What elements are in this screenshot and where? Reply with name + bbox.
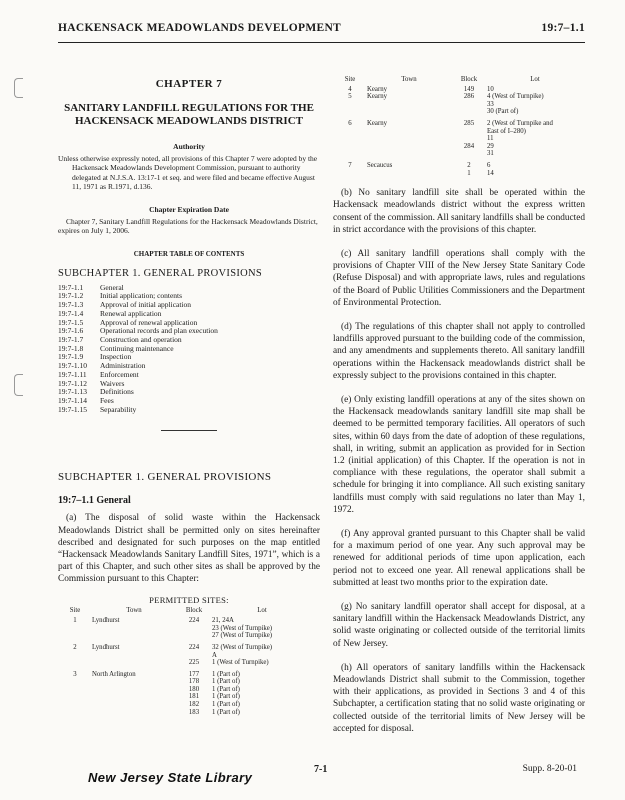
page-number: 7-1 — [314, 764, 328, 775]
cell-block: 182 — [188, 701, 200, 709]
cell-block: 180 — [188, 685, 200, 693]
cell-site — [58, 659, 92, 667]
paragraph-c: (c) All sanitary landfill operations shall comply with the provisions of Chapter VIII of the New Jersey State Sanitary Code (Refuse Disposal) and with appropriate laws, rules and regulations of the Board of Public Utilities Commissioners and the Department of Environmental Protection. — [333, 248, 585, 308]
column-header-town: Town — [401, 76, 417, 83]
cell-lot — [487, 120, 583, 143]
cell-site — [58, 686, 92, 694]
supplement-date: Supp. 8-20-01 — [522, 764, 577, 774]
toc-entry-number: 19:7-1.4 — [58, 308, 84, 318]
cell-site: 1 — [73, 617, 77, 625]
lot-line: A — [212, 651, 217, 659]
toc-entry-title: Continuing maintenance — [100, 343, 174, 353]
cell-town: Kearny — [367, 119, 388, 127]
table-row — [333, 93, 585, 116]
toc-entry — [58, 353, 320, 362]
toc-entry — [58, 371, 320, 380]
lot-line: 27 (West of Turnpike) — [212, 632, 273, 640]
cell-block: 286 — [463, 93, 475, 101]
cell-town: Lyndhurst — [92, 617, 120, 625]
table-row — [333, 143, 585, 158]
table-row — [333, 170, 585, 178]
cell-town — [367, 143, 451, 158]
toc-entry-title: Definitions — [100, 387, 134, 397]
cell-site: 7 — [348, 161, 352, 169]
toc-entry — [58, 388, 320, 397]
cell-block: 181 — [188, 693, 200, 701]
cell-lot — [487, 162, 583, 170]
cell-town — [92, 686, 176, 694]
authority-heading: Authority — [173, 142, 205, 151]
cell-block: 224 — [188, 643, 200, 651]
toc-entry-number: 19:7-1.14 — [58, 395, 87, 405]
binding-mark — [14, 78, 23, 98]
cell-town — [92, 678, 176, 686]
cell-lot — [487, 93, 583, 116]
toc-entry — [58, 336, 320, 345]
section-divider — [161, 430, 217, 431]
toc-subchapter-heading: SUBCHAPTER 1. GENERAL PROVISIONS — [58, 267, 263, 279]
cell-site — [58, 701, 92, 709]
lot-line: 2 (West of Turnpike and — [487, 119, 553, 127]
toc-entry-number: 19:7-1.1 — [58, 282, 84, 292]
cell-site — [58, 709, 92, 717]
cell-site: 4 — [348, 85, 352, 93]
cell-block: 224 — [188, 617, 200, 625]
library-stamp: New Jersey State Library — [88, 770, 253, 785]
table-row — [58, 709, 320, 717]
toc-entry — [58, 406, 320, 415]
lot-line: 4 (West of Turnpike) — [487, 93, 544, 101]
lot-line: 23 (West of Turnpike) — [212, 624, 273, 632]
toc-heading: CHAPTER TABLE OF CONTENTS — [133, 249, 245, 258]
table-row — [58, 617, 320, 640]
toc-entry-number: 19:7-1.2 — [58, 291, 84, 301]
cell-site: 3 — [73, 670, 77, 678]
cell-lot — [212, 709, 312, 717]
toc-entry — [58, 380, 320, 389]
cell-lot — [212, 617, 312, 640]
table-header-row — [58, 607, 320, 615]
column-header-block: Block — [185, 606, 203, 614]
cell-lot — [212, 686, 312, 694]
table-row — [58, 701, 320, 709]
cell-block: 178 — [188, 678, 200, 686]
toc-entry-number: 19:7-1.9 — [58, 352, 84, 362]
toc-entry-title: Operational records and plan execution — [100, 326, 218, 336]
paragraph-a: (a) The disposal of solid waste within the Hackensack Meadowlands District shall be permitted only on sites hereinafter described and designated for such purposes on the map entitled “Hackensack Meadowlands Sanitary Landfill Sites, 1971”, which is a part of this Chapter, and such other sites as shall be approved by the Commission pursuant to this Chapter: — [58, 513, 320, 585]
permitted-sites-table-continued — [333, 76, 585, 177]
cell-town: North Arlington — [92, 670, 136, 678]
expiration-text: Chapter 7, Sanitary Landfill Regulations for the Hackensack Meadowlands District, expires on July 1, 2006. — [58, 217, 318, 236]
table-header-row — [333, 76, 585, 84]
cell-site — [333, 170, 367, 178]
cell-lot — [487, 86, 583, 94]
cell-block: 285 — [463, 119, 475, 127]
lot-line: 33 — [487, 100, 494, 108]
cell-block: 2 — [467, 161, 471, 169]
toc-entry-number: 19:7-1.15 — [58, 404, 87, 414]
left-column — [58, 50, 320, 716]
table-row — [333, 120, 585, 143]
table-row — [58, 644, 320, 659]
chapter-subtitle: SANITARY LANDFILL REGULATIONS FOR THE HACKENSACK MEADOWLANDS DISTRICT — [64, 102, 314, 127]
column-header-site: Site — [344, 76, 356, 83]
cell-town — [92, 709, 176, 717]
cell-site: 2 — [73, 643, 77, 651]
column-header-site: Site — [69, 606, 81, 614]
cell-town: Secaucus — [367, 161, 393, 169]
table-row — [58, 686, 320, 694]
cell-lot — [212, 644, 312, 659]
binding-mark — [14, 374, 23, 396]
toc-entry — [58, 301, 320, 310]
cell-town: Kearny — [367, 93, 388, 101]
cell-site: 6 — [348, 119, 352, 127]
header-rule — [58, 42, 585, 43]
permitted-sites-title: PERMITTED SITES: — [149, 594, 229, 605]
toc-entry-number: 19:7-1.13 — [58, 387, 87, 397]
toc-entry-number: 19:7-1.12 — [58, 378, 87, 388]
toc-entry-title: Separability — [100, 404, 137, 414]
right-column — [333, 50, 585, 747]
toc-entry-title: Fees — [100, 395, 114, 405]
cell-block: 177 — [188, 670, 200, 678]
toc-entry — [58, 362, 320, 371]
lot-line: 1 (Part of) — [212, 670, 240, 678]
toc-entry-number: 19:7-1.11 — [58, 369, 87, 379]
toc-entry-title: Waivers — [100, 378, 125, 388]
permitted-sites-table — [58, 607, 320, 717]
cell-town — [92, 693, 176, 701]
table-row — [58, 659, 320, 667]
cell-lot — [212, 693, 312, 701]
paragraph-b: (b) No sanitary landfill site shall be operated within the Hackensack meadowlands district without the express written consent of the commission. All sanitary landfills shall be conducted in strict accordance with the provisions of this chapter. — [333, 188, 585, 235]
lot-line: 1 (West of Turnpike) — [212, 659, 269, 667]
expiration-heading: Chapter Expiration Date — [149, 205, 229, 215]
toc-entry-title: Administration — [100, 361, 146, 371]
cell-block: 284 — [463, 142, 475, 150]
lot-line: East of I–280) — [487, 127, 526, 135]
cell-site — [58, 678, 92, 686]
cell-town: Lyndhurst — [92, 643, 120, 651]
toc-entry-title: Approval of renewal application — [100, 317, 198, 327]
toc-entry-number: 19:7-1.10 — [58, 361, 87, 371]
cell-town — [92, 701, 176, 709]
cell-site: 5 — [348, 93, 352, 101]
toc-entry — [58, 397, 320, 406]
paragraph-h: (h) All operators of sanitary landfills within the Hackensack Meadowlands District shall submit to the Commission, together with their applications, as provided in Sections 3 and 4 of this Subchapter, a certification stating that no solid waste originating or collected outside of the territorial limits of New Jersey will be accepted for disposal. — [333, 662, 585, 734]
cell-lot — [212, 701, 312, 709]
cell-lot — [212, 671, 312, 679]
lot-line: 31 — [487, 150, 494, 158]
lot-line: 10 — [487, 85, 494, 93]
toc-entry-number: 19:7-1.3 — [58, 300, 84, 310]
header-title: HACKENSACK MEADOWLANDS DEVELOPMENT — [58, 22, 342, 34]
cell-block: 225 — [188, 659, 200, 667]
toc-entry-title: Renewal application — [100, 308, 162, 318]
lot-line: 30 (Part of) — [487, 108, 519, 116]
subchapter-heading: SUBCHAPTER 1. GENERAL PROVISIONS — [58, 471, 272, 484]
paragraph-d: (d) The regulations of this chapter shall not apply to controlled landfills approved pursuant to the building code of the commission, and any amendments and supplements thereto. All sanitary landfill operations within the Hackensack meadowlands district shall be expressly subject to the provisions contained in this chapter. — [333, 321, 585, 381]
toc-entry-title: Construction and operation — [100, 335, 182, 344]
toc-entry — [58, 284, 320, 293]
paragraph-g: (g) No sanitary landfill operator shall accept for disposal, at a sanitary landfill within the Hackensack Meadowlands District, any solid waste originating or collected outside of the territorial limits of New Jersey. — [333, 602, 585, 649]
lot-line: 21, 24A — [212, 617, 234, 625]
column-header-block: Block — [460, 76, 478, 83]
cell-lot — [487, 170, 583, 178]
toc-entry-number: 19:7-1.6 — [58, 326, 84, 336]
toc-entry-title: Enforcement — [100, 369, 139, 379]
running-header — [58, 22, 585, 40]
toc-entry-number: 19:7-1.7 — [58, 335, 84, 344]
authority-text: Unless otherwise expressly noted, all provisions of this Chapter 7 were adopted by the Hackensack Meadowlands Development Commission, pursuant to authority delegated at N.J.S.A. 13:17-1 et seq. and were filed and became effective August 11, 1971 as R.1971, d.136. — [58, 154, 318, 191]
table-row — [333, 162, 585, 170]
cell-lot — [212, 678, 312, 686]
toc-entry-title: Inspection — [100, 352, 132, 362]
right-paragraphs — [333, 187, 585, 735]
toc-entry — [58, 345, 320, 354]
paragraph-e: (e) Only existing landfill operations at any of the sites shown on the Hackensack meadowlands sanitary landfill site map shall be deemed to be permitted temporary facilities. All operators of such sites, within 60 days from the date of adoption of these regulations, shall, in writing, submit an application as provided for in Section 1.2 (initial application) of this Chapter. If the operation is not in compliance with these regulations, the operator shall submit a schedule for bringing it into compliance. All such existing sanitary landfills must comply with said regulations no later than May 1, 1972. — [333, 394, 585, 515]
lot-line: 11 — [487, 135, 494, 143]
toc-entry — [58, 327, 320, 336]
table-row — [58, 671, 320, 679]
lot-line: 14 — [487, 169, 494, 177]
cell-town — [367, 170, 451, 178]
cell-site — [58, 693, 92, 701]
section-heading: 19:7–1.1 General — [58, 495, 131, 507]
toc-entry-title: General — [100, 282, 124, 292]
column-header-lot: Lot — [257, 606, 267, 614]
cell-town: Kearny — [367, 85, 388, 93]
toc-entry-title: Approval of initial application — [100, 300, 192, 310]
cell-block: 1 — [467, 169, 471, 177]
lot-line: 1 (Part of) — [212, 693, 240, 701]
chapter-title: CHAPTER 7 — [155, 78, 223, 90]
table-row — [58, 693, 320, 701]
cell-lot — [212, 659, 312, 667]
lot-line: 1 (Part of) — [212, 685, 240, 693]
table-row — [58, 678, 320, 686]
header-section-number: 19:7–1.1 — [541, 22, 585, 34]
lot-line: 32 (West of Turnpike) — [212, 643, 273, 651]
table-row — [333, 86, 585, 94]
toc-entry-number: 19:7-1.5 — [58, 317, 84, 327]
table-of-contents — [58, 284, 320, 415]
paragraph-f: (f) Any approval granted pursuant to this Chapter shall be valid for a maximum period of one year. Any such approval may be renewed for additional periods of time upon application, each period not to exceed one year. All renewal applications shall be submitted at least two months prior to the expiration date. — [333, 529, 585, 588]
column-header-town: Town — [126, 606, 142, 614]
lot-line: 1 (Part of) — [212, 701, 240, 709]
toc-entry-number: 19:7-1.8 — [58, 343, 84, 353]
cell-lot — [487, 143, 583, 158]
lot-line: 29 — [487, 142, 494, 150]
cell-town — [92, 659, 176, 667]
column-header-lot: Lot — [530, 76, 540, 83]
cell-block: 183 — [188, 708, 200, 716]
lot-line: 6 — [487, 161, 491, 169]
lot-line: 1 (Part of) — [212, 678, 240, 686]
cell-block: 149 — [463, 85, 475, 93]
cell-site — [333, 143, 367, 158]
toc-entry-title: Initial application; contents — [100, 291, 183, 301]
lot-line: 1 (Part of) — [212, 708, 240, 716]
